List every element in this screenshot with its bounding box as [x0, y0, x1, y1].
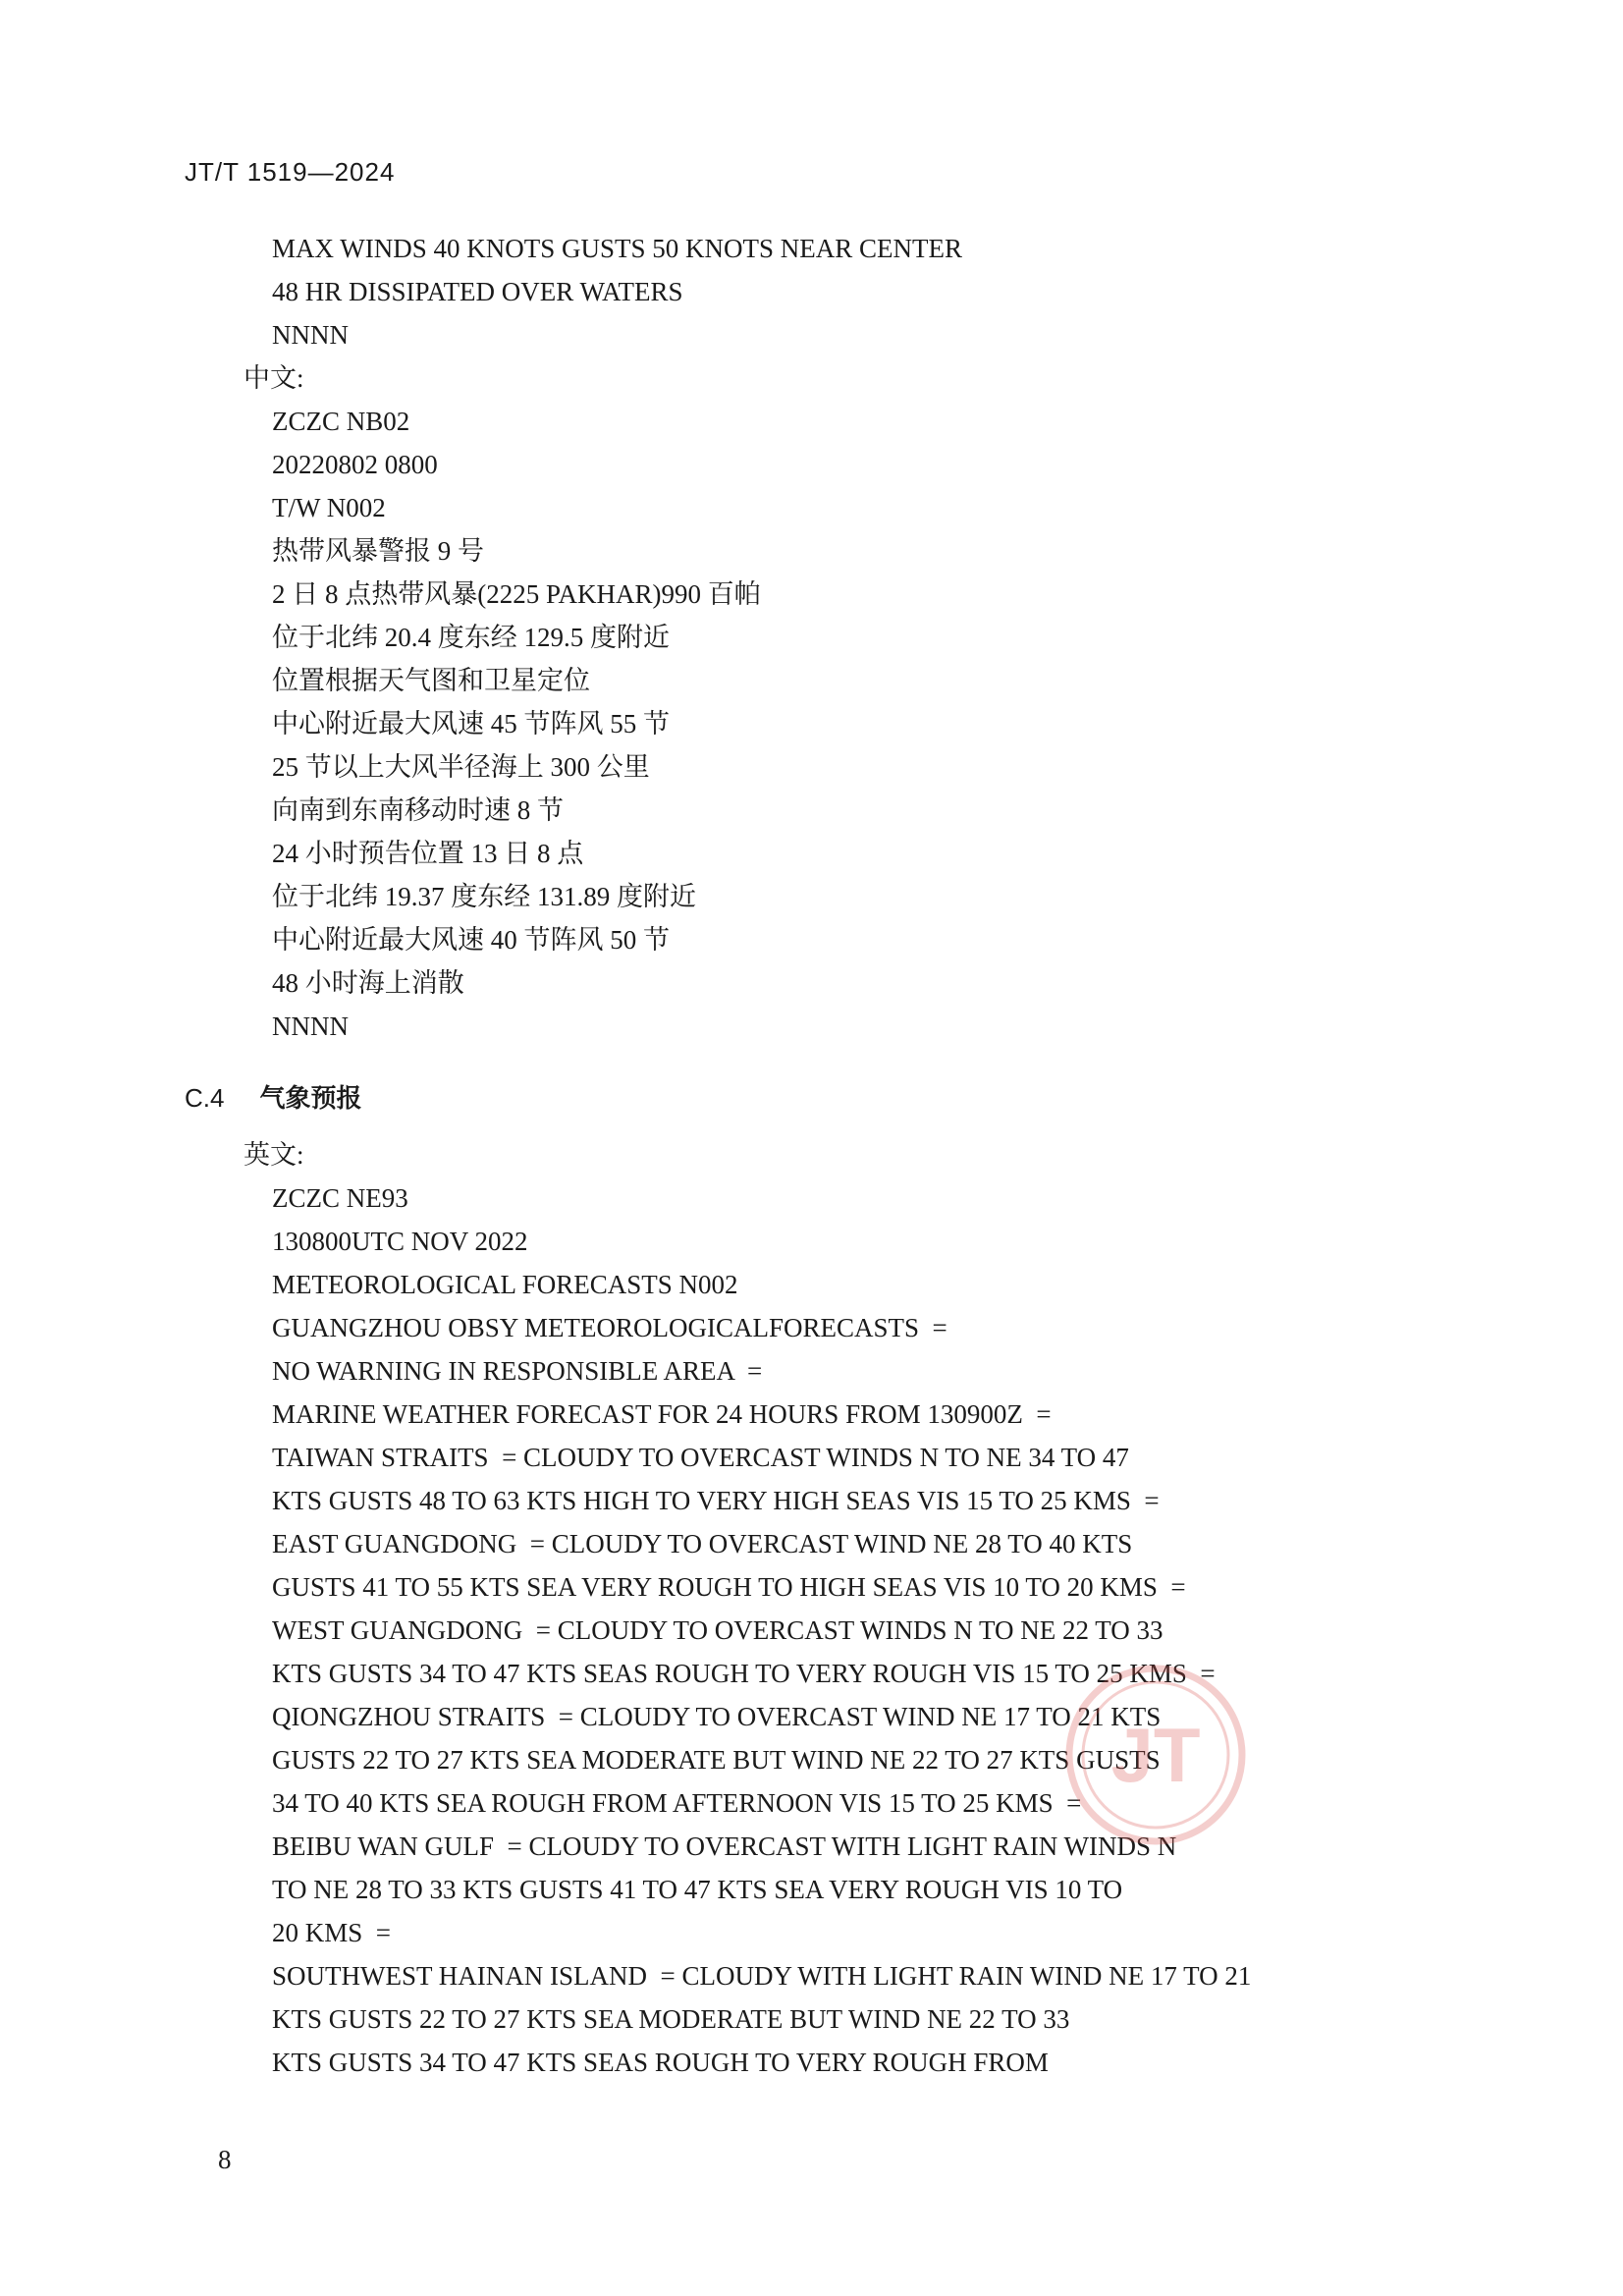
section-title: 气象预报	[259, 1083, 362, 1113]
text-line: TAIWAN STRAITS = CLOUDY TO OVERCAST WINDS N TO NE 34 TO 47	[272, 1443, 1129, 1472]
page-number: 8	[218, 2145, 232, 2174]
text-line: GUANGZHOU OBSY METEOROLOGICALFORECASTS =	[272, 1313, 947, 1342]
stamp-text: JT	[1110, 1712, 1201, 1798]
text-line: KTS GUSTS 34 TO 47 KTS SEAS ROUGH TO VERY ROUGH FROM	[272, 2048, 1049, 2077]
text-line: 中心附近最大风速 45 节阵风 55 节	[272, 709, 670, 738]
text-line: NNNN	[272, 1011, 349, 1041]
chinese-label: 中文:	[243, 363, 304, 393]
text-line: GUSTS 41 TO 55 KTS SEA VERY ROUGH TO HIGH SEAS VIS 10 TO 20 KMS =	[272, 1572, 1186, 1602]
text-line: 热带风暴警报 9 号	[272, 536, 484, 566]
text-line: KTS GUSTS 22 TO 27 KTS SEA MODERATE BUT WIND NE 22 TO 33	[272, 2004, 1070, 2034]
section-heading	[185, 1078, 361, 1115]
text-line: T/W N002	[272, 493, 386, 522]
text-line: 中心附近最大风速 40 节阵风 50 节	[272, 925, 670, 955]
text-line: 位置根据天气图和卫星定位	[272, 666, 590, 695]
text-line: 48 HR DISSIPATED OVER WATERS	[272, 277, 683, 306]
text-line: ZCZC NB02	[272, 407, 410, 436]
text-line: SOUTHWEST HAINAN ISLAND = CLOUDY WITH LIGHT RAIN WIND NE 17 TO 21	[272, 1961, 1252, 1991]
standard-number-header: JT/T 1519—2024	[185, 157, 396, 187]
text-line: QIONGZHOU STRAITS = CLOUDY TO OVERCAST WIND NE 17 TO 21 KTS	[272, 1702, 1162, 1731]
text-line: 2 日 8 点热带风暴(2225 PAKHAR)990 百帕	[272, 579, 761, 609]
text-line: NNNN	[272, 320, 349, 350]
text-line: GUSTS 22 TO 27 KTS SEA MODERATE BUT WIND NE 22 TO 27 KTS GUSTS	[272, 1745, 1161, 1775]
text-line: 20 KMS =	[272, 1918, 391, 1947]
text-line: 位于北纬 19.37 度东经 131.89 度附近	[272, 882, 696, 911]
text-line: MAX WINDS 40 KNOTS GUSTS 50 KNOTS NEAR CENTER	[272, 234, 963, 263]
text-line: 48 小时海上消散	[272, 968, 464, 998]
text-line: 24 小时预告位置 13 日 8 点	[272, 839, 584, 868]
text-line: BEIBU WAN GULF = CLOUDY TO OVERCAST WITH LIGHT RAIN WINDS N	[272, 1831, 1177, 1861]
text-line: METEOROLOGICAL FORECASTS N002	[272, 1270, 738, 1299]
text-line: KTS GUSTS 48 TO 63 KTS HIGH TO VERY HIGH SEAS VIS 15 TO 25 KMS =	[272, 1486, 1160, 1515]
text-line: 20220802 0800	[272, 450, 438, 479]
section-number: C.4	[185, 1083, 225, 1113]
text-line: 25 节以上大风半径海上 300 公里	[272, 752, 650, 782]
text-line: 34 TO 40 KTS SEA ROUGH FROM AFTERNOON VIS 15 TO 25 KMS =	[272, 1788, 1082, 1818]
text-line: EAST GUANGDONG = CLOUDY TO OVERCAST WIND NE 28 TO 40 KTS	[272, 1529, 1133, 1558]
english-label: 英文:	[243, 1140, 304, 1170]
text-line: ZCZC NE93	[272, 1183, 408, 1213]
text-line: 位于北纬 20.4 度东经 129.5 度附近	[272, 623, 670, 652]
text-line: NO WARNING IN RESPONSIBLE AREA =	[272, 1356, 763, 1386]
text-line: KTS GUSTS 34 TO 47 KTS SEAS ROUGH TO VERY ROUGH VIS 15 TO 25 KMS =	[272, 1659, 1216, 1688]
text-line: 向南到东南移动时速 8 节	[272, 795, 564, 825]
text-line: WEST GUANGDONG = CLOUDY TO OVERCAST WINDS N TO NE 22 TO 33	[272, 1615, 1163, 1645]
text-line: 130800UTC NOV 2022	[272, 1227, 528, 1256]
text-line: MARINE WEATHER FORECAST FOR 24 HOURS FROM 130900Z =	[272, 1399, 1052, 1429]
text-line: TO NE 28 TO 33 KTS GUSTS 41 TO 47 KTS SEA VERY ROUGH VIS 10 TO	[272, 1875, 1123, 1904]
